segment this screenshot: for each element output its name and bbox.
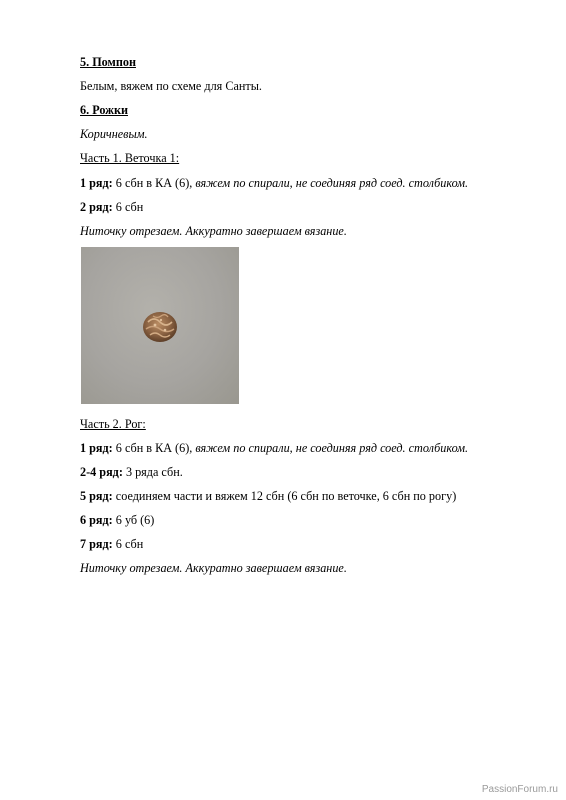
part-1-row-1 [80, 176, 468, 191]
row-text: 3 ряда сбн. [122, 465, 183, 479]
crochet-piece-icon [140, 308, 180, 344]
part-1-finish: Ниточку отрезаем. Аккуратно завершаем вязание. [80, 224, 347, 238]
part-2-row-2-4 [80, 465, 183, 480]
row-label: 7 ряд: [80, 537, 113, 551]
row-note: вяжем по спирали, не соединяя ряд соед. столбиком. [195, 176, 469, 190]
row-text: 6 уб (6) [112, 513, 155, 527]
yarn-ball-photo [81, 247, 239, 404]
row-label: 2-4 ряд: [80, 465, 123, 479]
row-label: 5 ряд: [80, 489, 113, 503]
part-2-title: Часть 2. Рог: [80, 417, 146, 431]
part-2-row-7 [80, 537, 143, 552]
row-note: вяжем по спирали, не соединяя ряд соед. столбиком. [195, 441, 469, 455]
row-text: 6 сбн в КА (6), [112, 441, 196, 455]
part-2-finish: Ниточку отрезаем. Аккуратно завершаем вязание. [80, 561, 347, 575]
section-6-color-note: Коричневым. [80, 127, 148, 141]
row-text: соединяем части и вяжем 12 сбн (6 сбн по веточке, 6 сбн по рогу) [112, 489, 457, 503]
row-label: 1 ряд: [80, 176, 113, 190]
row-text: 6 сбн [112, 537, 144, 551]
section-5-text: Белым, вяжем по схеме для Санты. [80, 79, 262, 93]
part-2-row-5 [80, 489, 456, 504]
part-2-row-1 [80, 441, 468, 456]
part-1-title: Часть 1. Веточка 1: [80, 151, 180, 165]
row-label: 1 ряд: [80, 441, 113, 455]
section-5-heading: 5. Помпон [80, 55, 136, 69]
part-2-row-6 [80, 513, 154, 528]
row-label: 6 ряд: [80, 513, 113, 527]
row-text: 6 сбн [112, 200, 144, 214]
row-text: 6 сбн в КА (6), [112, 176, 196, 190]
row-label: 2 ряд: [80, 200, 113, 214]
watermark: PassionForum.ru [481, 784, 558, 795]
part-1-row-2 [80, 200, 143, 215]
section-6-heading: 6. Рожки [80, 103, 128, 117]
